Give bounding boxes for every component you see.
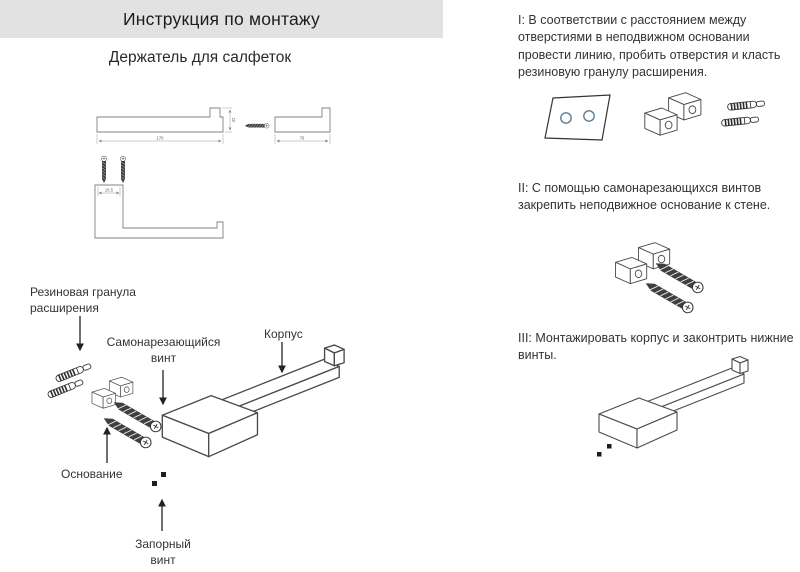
dim-hole-spacing: 18.5 [104, 187, 114, 193]
holder-body-drawing [599, 357, 748, 449]
page-title: Инструкция по монтажу [123, 9, 320, 29]
dimension-lines-long [97, 108, 232, 144]
base-block-drawing [92, 377, 133, 408]
label-base: Основание [61, 467, 123, 481]
label-line: винт [150, 552, 176, 567]
label-self-tapping-screw [96, 335, 231, 366]
wall-anchor-icon [721, 116, 758, 126]
side-view-long [97, 108, 223, 132]
step-3-text: III: Монтажировать корпус и законтрить нижние винты. [518, 331, 794, 363]
wall-anchor-icon [727, 100, 764, 110]
wall-anchor-icon [47, 379, 84, 399]
label-line: винт [150, 350, 177, 365]
lock-screw-icon [607, 444, 612, 449]
wall-anchor-icon [55, 363, 92, 383]
lock-screw-icon [161, 472, 166, 477]
step-1-illustration [530, 85, 790, 165]
label-lock-screw [118, 537, 208, 568]
base-block-drawing [616, 243, 670, 284]
lock-screw-icon [152, 481, 157, 486]
label-rubber-anchor [30, 285, 136, 316]
label-line: расширения [30, 300, 99, 315]
label-line: Самонарезающийся [106, 335, 221, 349]
dimension-drawing [60, 95, 360, 250]
product-subtitle: Держатель для салфеток [108, 49, 292, 66]
wall-plate-drawing [545, 95, 610, 140]
step-2-text: II: С помощью самонарезающихся винтов закрепить неподвижное основание к стене. [518, 181, 771, 213]
step-1-text: I: В соответствии с расстоянием между отверстиями в неподвижном основании провести линию, пробить отверстия и класть резиновую гранулу расширения. [518, 13, 781, 79]
label-line: Резиновая гранула [30, 285, 136, 299]
dim-depth: 78 [299, 135, 305, 141]
exploded-diagram [15, 300, 455, 555]
lock-screw-icon [597, 452, 602, 457]
anchor-screw-icon [245, 123, 269, 128]
dim-length: 170 [156, 135, 164, 141]
screw-top-view-icon [120, 156, 125, 183]
label-line: Запорный [135, 537, 191, 551]
dim-height: 32 [231, 117, 236, 123]
side-view-short [275, 108, 330, 132]
step-2-illustration [595, 225, 755, 330]
step-3-illustration [585, 352, 770, 467]
label-body: Корпус [264, 327, 303, 341]
base-block-drawing [645, 93, 701, 136]
screw-top-view-icon [101, 156, 106, 183]
